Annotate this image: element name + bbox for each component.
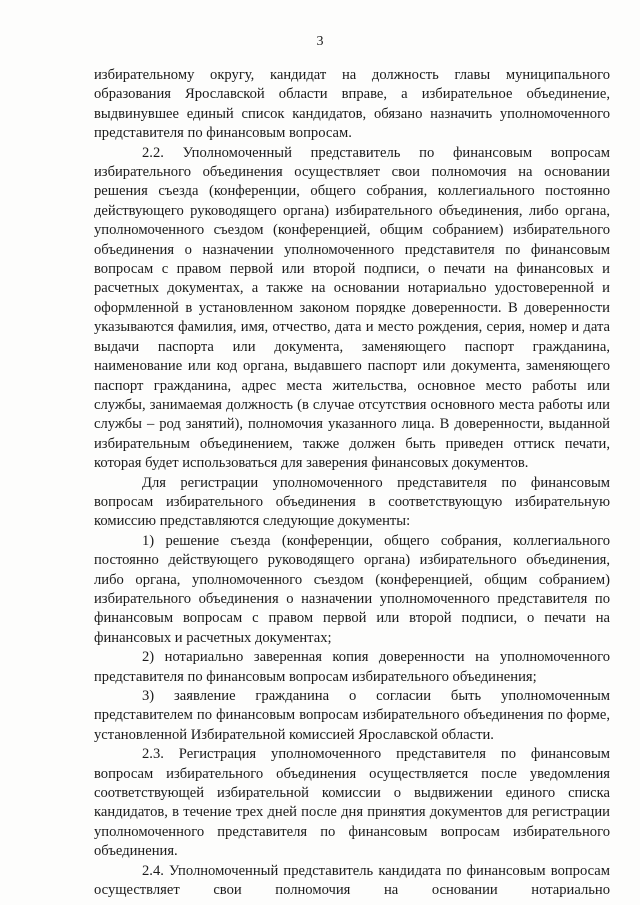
paragraph-2-4: 2.4. Уполномоченный представитель кандидата по финансовым вопросам осуществляет свои полномочия на основании нотариально: [94, 862, 610, 899]
document-body: [94, 66, 610, 900]
paragraph-registration-documents: Для регистрации уполномоченного представителя по финансовым вопросам избирательного объединения в соответствующую избирательную комиссию представляются следующие документы:: [94, 474, 610, 530]
page-number: 3: [316, 34, 324, 49]
list-item-1: 1) решение съезда (конференции, общего собрания, коллегиального постоянно действующего руководящего органа) избирательного объединения, либо органа, уполномоченного съездом (конференцией, общим собранием) избирательного объединения о назначении уполномоченного представителя по финансовым вопросам с правом первой или второй подписи, о печати на финансовых и расчетных документах;: [94, 532, 610, 646]
paragraph-2-2: 2.2. Уполномоченный представитель по финансовым вопросам избирательного объединения осуществляет свои полномочия на основании решения съезда (конференции, общего собрания, коллегиального постоянно действующего руководящего органа) избирательного объединения, либо органа, уполномоченного съездом (конференцией, общим собранием) избирательного объединения о назначении уполномоченного представителя по финансовым вопросам с правом первой или второй подписи, о печати на финансовых и расчетных документах, а также на основании нотариально удостоверенной и оформленной в установленном законом порядке доверенности. В доверенности указываются фамилия, имя, отчество, дата и место рождения, серия, номер и дата выдачи паспорта или документа, заменяющего паспорт гражданина, наименование или код органа, выдавшего паспорт или документа, заменяющего паспорт гражданина, адрес места жительства, основное место работы или службы, занимаемая должность (в случае отсутствия основного места работы или службы – род занятий), полномочия указанного лица. В доверенности, выданной избирательным объединением, также должен быть приведен оттиск печати, которая будет использоваться для заверения финансовых документов.: [94, 144, 610, 472]
list-item-3: 3) заявление гражданина о согласии быть уполномоченным представителем по финансовым вопросам избирательного объединения по форме, установленной Избирательной комиссией Ярославской области.: [94, 688, 610, 743]
list-item-2: 2) нотариально заверенная копия доверенности на уполномоченного представителя по финансовым вопросам избирательного объединения;: [94, 649, 610, 685]
paragraph-2-3: 2.3. Регистрация уполномоченного представителя по финансовым вопросам избирательного объединения осуществляется после уведомления соответствующей избирательной комиссии о выдвижении единого списка кандидатов, в течение трех дней после дня принятия документов для регистрации уполномоченного представителя по финансовым вопросам избирательного объединения.: [94, 746, 610, 860]
paragraph-intro-continuation: избирательному округу, кандидат на должность главы муниципального образования Ярославской области вправе, а избирательное объединение, выдвинувшее единый список кандидатов, обязано назначить уполномоченного представителя по финансовым вопросам.: [94, 67, 610, 142]
